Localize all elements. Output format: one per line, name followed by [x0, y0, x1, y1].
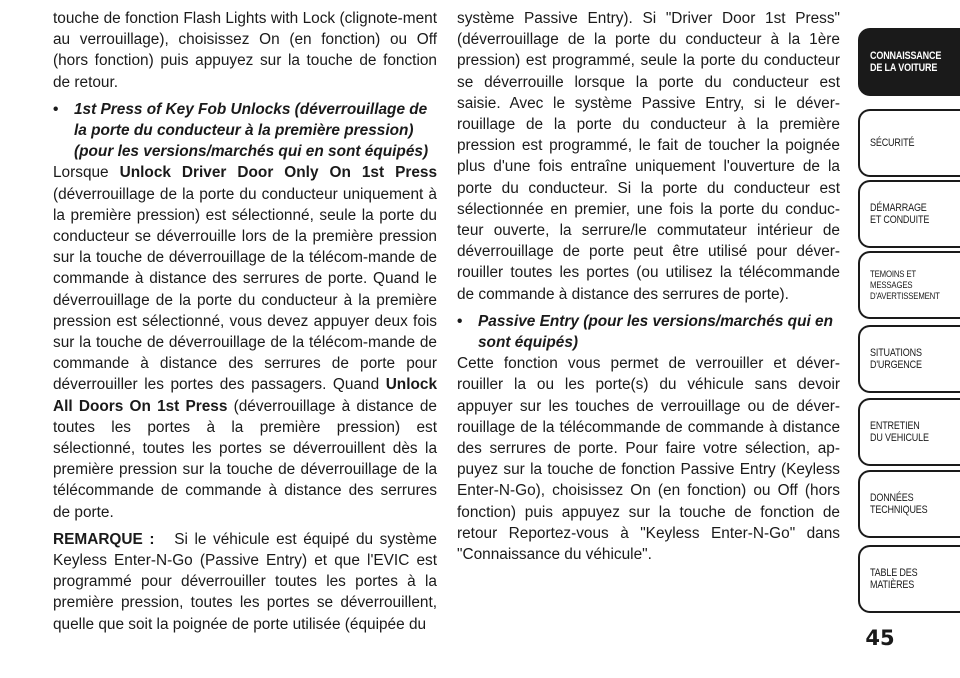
p2-text: (déverrouillage de la porte du conducteur uniquement à la première pression) est sélectionné, seule la porte du conducteur se déverrouille lors de la première pression sur la touche de déverrouillage de la télécom-mande de commande à distance des serrures de porte. Quand le déverrouillage de la porte du conducteur à la première pression est sélectionné, vous devez appuyer deux fois sur la touche de déverrouillage de la télécom-mande de commande à distance des serrures de porte pour déverrouiller les portes des passagers. Quand [53, 185, 437, 394]
bullet-heading-1st-press [53, 99, 437, 163]
tab-demarrage-conduite[interactable] [858, 180, 960, 248]
tab-securite[interactable] [858, 109, 960, 177]
page-number: 45 [865, 626, 895, 650]
tab-temoins-messages[interactable] [858, 251, 960, 319]
bullet-icon: • [457, 312, 463, 330]
p2-bold-term: Unlock Driver Door Only On 1st Press [119, 164, 438, 182]
paragraph-unlock-driver-door [53, 162, 437, 522]
tab-situations-urgence[interactable] [858, 325, 960, 393]
note-paragraph [53, 529, 437, 635]
paragraph-flash-lights: touche de fonction Flash Lights with Lock (clignote-ment au verrouillage), choisissez On (en fonction) ou Off (hors fonction) puis appuyez sur la touche de fonction de retour. [53, 10, 437, 91]
bullet-icon: • [53, 100, 59, 118]
tab-label: TEMOINS ET MESSAGES D'AVERTISSEMENT [870, 268, 940, 302]
tab-label: DÉMARRAGE ET CONDUITE [870, 202, 930, 226]
tab-label: SITUATIONS D'URGENCE [870, 347, 922, 371]
bullet-heading-text: 1st Press of Key Fob Unlocks (déverrouillage de la porte du conducteur à la première pression) (pour les versions/marchés qui en sont équipés) [74, 100, 429, 161]
p2-lead: Lorsque [53, 164, 109, 182]
bullet-heading-text: Passive Entry (pour les versions/marchés qui en sont équipés) [478, 312, 833, 352]
paragraph-passive-entry-system: système Passive Entry). Si "Driver Door 1st Press" (déverrouillage de la porte du conducteur à la 1ère pression) est programmé, seule la porte du conducteur se déverrouille lorsque la porte du conducteur est saisie. Avec le système Passive Entry, si le déver-rouillage de la porte du conducteur à la première pression est programmé, le fait de toucher la poignée plus d'une fois entraîne uniquement l'ouverture de la porte du conducteur. Si la porte du conducteur est sélectionnée en premier, une fois la porte du conduc-teur ouverte, la serrure/le commutateur intérieur de déverrouillage de porte peut être utilisé pour déver-rouiller toutes les portes (ou utilisez la télécommande de commande à distance des serrures de porte). [457, 10, 840, 303]
right-column [457, 8, 840, 565]
note-label: REMARQUE : [53, 530, 155, 548]
note-text: Si le véhicule est équipé du système Keyless Enter-N-Go (Passive Entry) et que l'EVIC est programmé pour déverrouiller toutes les portes à la première pression, toutes les portes se déverrouillent, quelle que soit la poignée de porte utilisée (équipée du [53, 530, 437, 633]
tab-label: TABLE DES MATIÈRES [870, 567, 918, 591]
paragraph-passive-entry-function: Cette fonction vous permet de verrouiller et déver-rouiller la ou les porte(s) du véhicule sans devoir appuyer sur les touches de verrouillage ou de déver-rouillage de la télécommande de commande à distance des serrures de porte. Pour faire votre sélection, ap-puyez sur la touche de fonction Passive Entry (Keyless Enter-N-Go), choisissez On (en fonction) ou Off (hors fonction) puis appuyez sur la touche de fonction de retour Reportez-vous à "Keyless Enter-N-Go" dans "Connaissance du véhicule". [457, 355, 840, 564]
left-column [53, 8, 437, 635]
tab-label: CONNAISSANCE DE LA VOITURE [870, 50, 942, 74]
chapter-sidebar [858, 0, 960, 678]
tab-table-des-matieres[interactable] [858, 545, 960, 613]
p2-bold-term-2: Unlock All Doors On 1st Press [53, 376, 437, 415]
tab-entretien-vehicule[interactable] [858, 398, 960, 466]
tab-connaissance-voiture[interactable] [858, 28, 960, 96]
p2-text-2: (déverrouillage à distance de toutes les portes à la première pression) est sélectionné, toutes les portes se déverrouillent dès la première pression sur la touche de déverrouillage de la télécommande de commande à distance des serrures de porte. [53, 397, 437, 521]
tab-donnees-techniques[interactable] [858, 470, 960, 538]
tab-label: SÉCURITÉ [870, 137, 915, 149]
bullet-heading-passive-entry [457, 311, 840, 353]
tab-label: ENTRETIEN DU VEHICULE [870, 420, 929, 444]
tab-label: DONNÉES TECHNIQUES [870, 492, 928, 516]
